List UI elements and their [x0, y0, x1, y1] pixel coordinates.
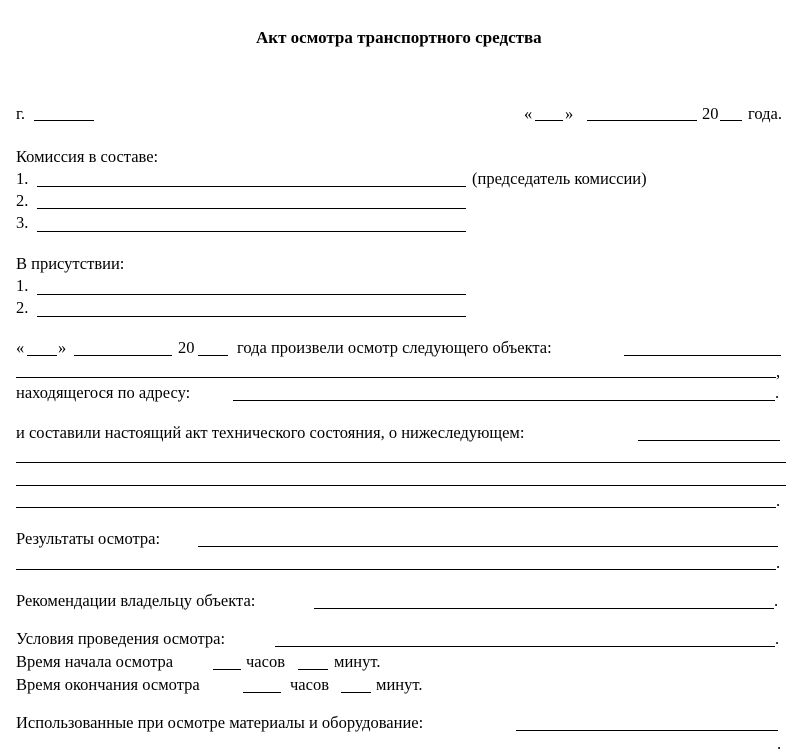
date-year-field[interactable] [720, 120, 742, 121]
results-field[interactable] [198, 546, 778, 547]
presence-item-number: 2. [16, 298, 29, 317]
presence-person-field[interactable] [37, 294, 466, 295]
materials-field[interactable] [516, 730, 778, 731]
date-open-quote: « [524, 104, 533, 123]
commission-item-number: 2. [16, 191, 29, 210]
conditions-field[interactable] [275, 646, 775, 647]
recommendations-field[interactable] [314, 608, 774, 609]
materials-label: Использованные при осмотре материалы и оборудование: [16, 713, 424, 732]
commission-member-field[interactable] [37, 208, 466, 209]
inspection-text: года произвели осмотр следующего объекта: [237, 338, 552, 357]
results-field-continued[interactable] [16, 569, 776, 570]
end-minutes-field[interactable] [341, 692, 371, 693]
commission-member-field[interactable] [37, 186, 466, 187]
commission-chairman-note: (председатель комиссии) [472, 169, 647, 188]
document-title: Акт осмотра транспортного средства [256, 28, 542, 47]
end-hours-unit: часов [290, 675, 329, 694]
presence-item-number: 1. [16, 276, 29, 295]
presence-person-field[interactable] [37, 316, 466, 317]
inspection-comma: , [776, 362, 781, 381]
act-field-line[interactable] [16, 462, 786, 463]
inspection-object-field-continued[interactable] [16, 377, 776, 378]
inspection-day-field[interactable] [27, 355, 57, 356]
results-label: Результаты осмотра: [16, 529, 161, 548]
address-field[interactable] [233, 400, 775, 401]
act-period: . [776, 491, 781, 510]
recommendations-period: . [774, 591, 779, 610]
date-year-prefix: 20 [702, 104, 719, 123]
commission-member-field[interactable] [37, 231, 466, 232]
materials-period: . [777, 734, 782, 753]
presence-heading: В присутствии: [16, 254, 125, 273]
conditions-label: Условия проведения осмотра: [16, 629, 226, 648]
act-field-line[interactable] [16, 485, 786, 486]
date-month-field[interactable] [587, 120, 697, 121]
start-minutes-unit: минут. [334, 652, 381, 671]
commission-heading: Комиссия в составе: [16, 147, 159, 166]
commission-item-number: 1. [16, 169, 29, 188]
start-hours-unit: часов [246, 652, 285, 671]
conditions-period: . [775, 629, 780, 648]
start-hours-field[interactable] [213, 669, 241, 670]
commission-item-number: 3. [16, 213, 29, 232]
results-period: . [776, 553, 781, 572]
inspection-year-prefix: 20 [178, 338, 195, 357]
inspection-month-field[interactable] [74, 355, 172, 356]
recommendations-label: Рекомендации владельцу объекта: [16, 591, 256, 610]
start-time-label: Время начала осмотра [16, 652, 174, 671]
date-day-field[interactable] [535, 120, 563, 121]
act-text: и составили настоящий акт технического состояния, о нижеследующем: [16, 423, 525, 442]
address-label: находящегося по адресу: [16, 383, 191, 402]
inspection-year-field[interactable] [198, 355, 228, 356]
inspection-open-quote: « [16, 338, 25, 357]
date-year-suffix: года. [748, 104, 782, 123]
city-field[interactable] [34, 120, 94, 121]
end-hours-field[interactable] [243, 692, 281, 693]
city-label: г. [16, 104, 26, 123]
date-close-quote: » [565, 104, 574, 123]
act-field-line[interactable] [16, 507, 776, 508]
act-field[interactable] [638, 440, 780, 441]
inspection-close-quote: » [58, 338, 67, 357]
end-minutes-unit: минут. [376, 675, 423, 694]
start-minutes-field[interactable] [298, 669, 328, 670]
address-period: . [775, 383, 780, 402]
inspection-object-field[interactable] [624, 355, 781, 356]
end-time-label: Время окончания осмотра [16, 675, 200, 694]
